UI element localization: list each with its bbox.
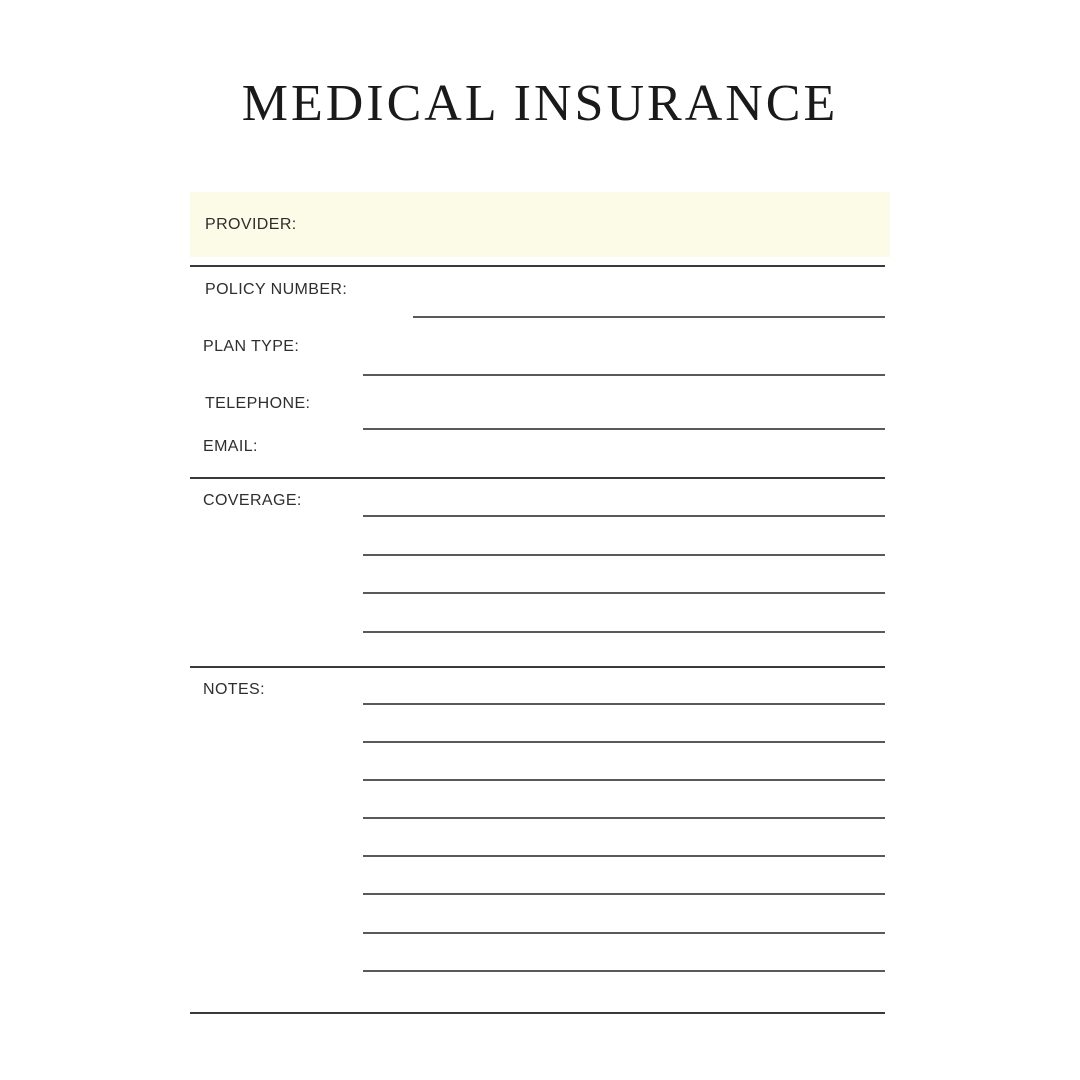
answer-line [363, 631, 885, 633]
answer-line [363, 779, 885, 781]
section-divider-email [190, 477, 885, 479]
notes-lines [363, 703, 885, 1008]
policy-number-label: POLICY NUMBER: [205, 281, 348, 298]
provider-label: PROVIDER: [205, 215, 297, 233]
coverage-label: COVERAGE: [203, 492, 302, 509]
section-divider-coverage [190, 666, 885, 668]
page-title: MEDICAL INSURANCE [241, 75, 839, 132]
telephone-label: TELEPHONE: [205, 395, 311, 412]
section-divider-bottom [190, 1012, 885, 1014]
policy-number-answer-line [413, 316, 885, 318]
plan-type-answer-line [363, 374, 885, 376]
answer-line [363, 554, 885, 556]
answer-line [363, 515, 885, 517]
answer-line [363, 970, 885, 972]
email-label: EMAIL: [203, 438, 258, 455]
section-divider-top [190, 265, 885, 267]
answer-line [363, 817, 885, 819]
answer-line [363, 932, 885, 934]
plan-type-label: PLAN TYPE: [203, 338, 300, 355]
answer-line [363, 893, 885, 895]
provider-highlight-band [190, 192, 890, 257]
answer-line [363, 592, 885, 594]
answer-line [363, 741, 885, 743]
answer-line [363, 703, 885, 705]
notes-label: NOTES: [203, 681, 265, 698]
coverage-lines [363, 515, 885, 670]
telephone-answer-line [363, 428, 885, 430]
answer-line [363, 855, 885, 857]
